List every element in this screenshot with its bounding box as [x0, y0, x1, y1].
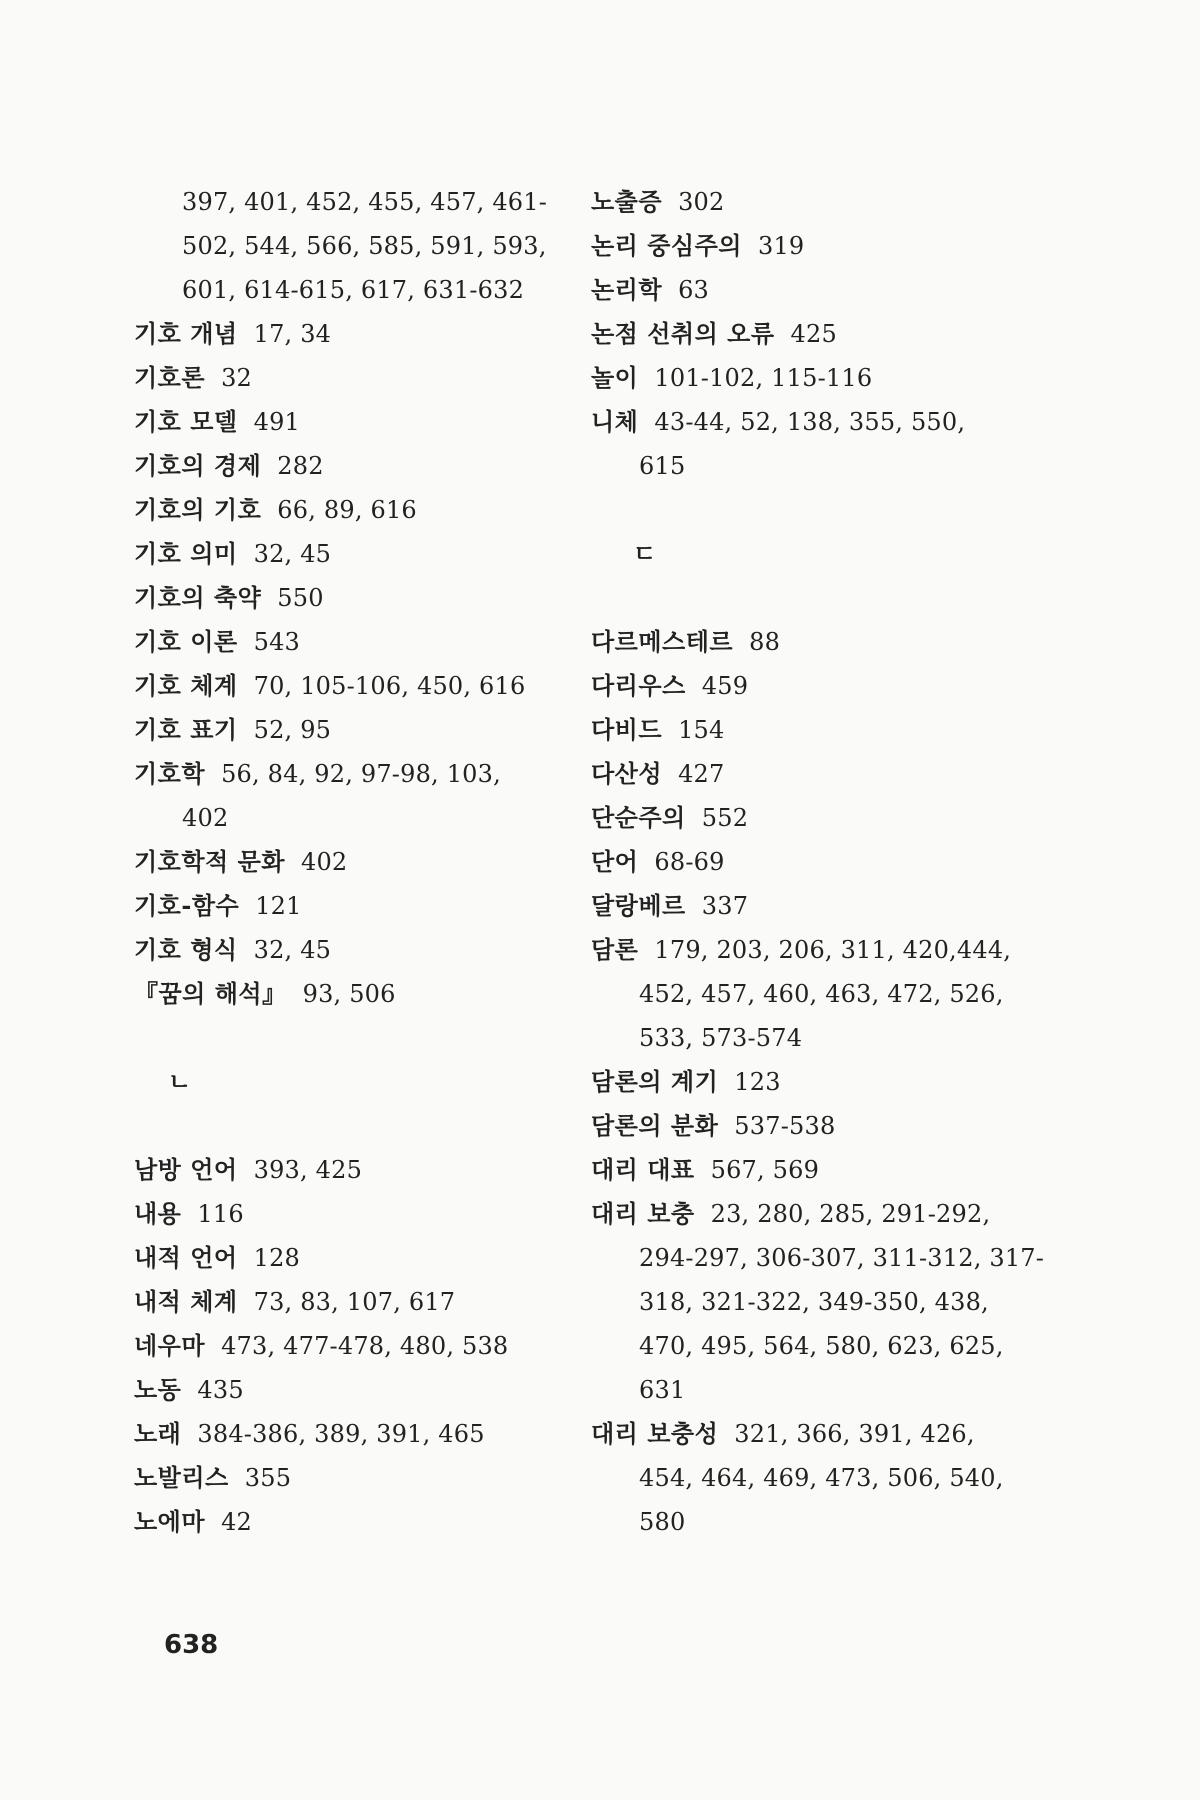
index-entry [134, 1148, 574, 1192]
index-entry [591, 752, 1061, 796]
index-term: 다리우스 [591, 671, 686, 700]
page-references: 402 [182, 804, 229, 832]
index-entry [591, 796, 1061, 840]
index-entry [134, 708, 574, 752]
index-continuation-line [134, 796, 574, 840]
page-references: 43-44, 52, 138, 355, 550, [654, 408, 966, 436]
index-entry [134, 1236, 574, 1280]
index-continuation-line [591, 1280, 1061, 1324]
index-entry [591, 312, 1061, 356]
index-term: 대리 대표 [591, 1155, 695, 1184]
index-term: 담론의 분화 [591, 1111, 719, 1140]
index-entry [591, 620, 1061, 664]
index-entry [134, 620, 574, 664]
index-term: 기호 모델 [134, 407, 238, 436]
index-continuation-line [591, 1456, 1061, 1500]
index-term: 니체 [591, 407, 639, 436]
page-references: 615 [639, 452, 686, 480]
index-continuation-line [134, 268, 574, 312]
index-term: 기호-함수 [134, 891, 240, 920]
index-entry [134, 488, 574, 532]
index-continuation-line [591, 972, 1061, 1016]
index-entry [591, 400, 1061, 444]
spacer [134, 1104, 574, 1148]
index-continuation-line [591, 1368, 1061, 1412]
index-term: 단어 [591, 847, 639, 876]
index-term: 놀이 [591, 363, 639, 392]
index-entry [591, 224, 1061, 268]
index-term: 다비드 [591, 715, 663, 744]
page-references: 454, 464, 469, 473, 506, 540, [639, 1464, 1004, 1492]
index-column-right [591, 180, 1061, 1544]
index-term: 노발리스 [134, 1463, 229, 1492]
index-term: 다산성 [591, 759, 663, 788]
index-term: 네우마 [134, 1331, 206, 1360]
index-term: 기호학적 문화 [134, 847, 285, 876]
index-entry [134, 444, 574, 488]
index-term: 기호 개념 [134, 319, 238, 348]
spacer [134, 1016, 574, 1060]
page-references: 470, 495, 564, 580, 623, 625, [639, 1332, 1004, 1360]
page-references: 459 [701, 672, 749, 700]
index-column-left [134, 180, 574, 1544]
index-entry [134, 356, 574, 400]
index-entry [134, 752, 574, 796]
index-term: 기호 이론 [134, 627, 238, 656]
page-references: 425 [790, 320, 837, 348]
index-term: 기호론 [134, 363, 206, 392]
page-references: 337 [701, 892, 749, 920]
page-references: 491 [253, 408, 301, 436]
page-references: 282 [277, 452, 324, 480]
page-references: 550 [277, 584, 324, 612]
index-entry [134, 576, 574, 620]
index-entry [134, 884, 574, 928]
index-continuation-line [591, 1324, 1061, 1368]
index-entry [134, 400, 574, 444]
index-entry [134, 312, 574, 356]
index-term: 달랑베르 [591, 891, 686, 920]
page-references: 63 [678, 276, 710, 304]
index-entry [591, 1060, 1061, 1104]
index-entry [134, 972, 574, 1016]
index-term: 기호학 [134, 759, 206, 788]
index-entry [591, 268, 1061, 312]
index-continuation-line [591, 444, 1061, 488]
index-term: 논리학 [591, 275, 663, 304]
page-references: 17, 34 [253, 320, 332, 348]
index-entry [591, 356, 1061, 400]
page-references: 567, 569 [710, 1156, 820, 1184]
index-entry [134, 664, 574, 708]
index-term: 내용 [134, 1199, 182, 1228]
page-references: 302 [678, 188, 725, 216]
page-references: 427 [678, 760, 725, 788]
page-references: 543 [253, 628, 301, 656]
page-references: 123 [734, 1068, 781, 1096]
section-heading: ㄴ [168, 1067, 192, 1096]
index-term: 담론 [591, 935, 639, 964]
page-references: 88 [749, 628, 781, 656]
page-references: 319 [757, 232, 805, 260]
page-references: 393, 425 [253, 1156, 363, 1184]
index-entry [591, 708, 1061, 752]
page-references: 580 [639, 1508, 686, 1536]
index-entry [134, 1456, 574, 1500]
index-term: 기호의 기호 [134, 495, 262, 524]
spacer [591, 488, 1061, 532]
index-term: 『꿈의 해석』 [134, 979, 287, 1008]
page-references: 42 [221, 1508, 253, 1536]
page-references: 402 [300, 848, 348, 876]
index-entry [134, 532, 574, 576]
index-entry [134, 1368, 574, 1412]
page-references: 70, 105-106, 450, 616 [253, 672, 526, 700]
index-term: 다르메스테르 [591, 627, 734, 656]
page-references: 537-538 [734, 1112, 836, 1140]
index-term: 기호 표기 [134, 715, 238, 744]
page-references: 121 [255, 892, 302, 920]
page-references: 101-102, 115-116 [654, 364, 873, 392]
index-entry [591, 180, 1061, 224]
index-entry [134, 1412, 574, 1456]
index-term: 대리 보충성 [591, 1419, 719, 1448]
page-references: 452, 457, 460, 463, 472, 526, [639, 980, 1004, 1008]
index-term: 노래 [134, 1419, 182, 1448]
page-references: 601, 614-615, 617, 631-632 [182, 276, 525, 304]
index-term: 단순주의 [591, 803, 686, 832]
page-references: 93, 506 [302, 980, 396, 1008]
index-term: 내적 체계 [134, 1287, 238, 1316]
page-references: 128 [253, 1244, 301, 1272]
index-term: 노출증 [591, 187, 663, 216]
page-references: 384-386, 389, 391, 465 [197, 1420, 485, 1448]
index-term: 노에마 [134, 1507, 206, 1536]
page-references: 68-69 [654, 848, 725, 876]
page-references: 552 [701, 804, 749, 832]
index-term: 기호의 축약 [134, 583, 262, 612]
page-references: 154 [678, 716, 725, 744]
index-entry [134, 840, 574, 884]
section-heading: ㄷ [633, 539, 657, 568]
index-entry [134, 1500, 574, 1544]
page-references: 318, 321-322, 349-350, 438, [639, 1288, 989, 1316]
index-entry [591, 884, 1061, 928]
page-references: 321, 366, 391, 426, [734, 1420, 975, 1448]
page-references: 73, 83, 107, 617 [253, 1288, 456, 1316]
page-number: 638 [164, 1630, 219, 1660]
index-term: 기호 체계 [134, 671, 238, 700]
index-term: 기호 의미 [134, 539, 238, 568]
page-references: 32 [221, 364, 253, 392]
page-references: 473, 477-478, 480, 538 [221, 1332, 509, 1360]
page-references: 294-297, 306-307, 311-312, 317- [639, 1244, 1045, 1272]
page-references: 116 [197, 1200, 244, 1228]
index-term: 담론의 계기 [591, 1067, 719, 1096]
page-references: 435 [197, 1376, 244, 1404]
index-term: 대리 보충 [591, 1199, 695, 1228]
index-continuation-line [134, 224, 574, 268]
page-references: 52, 95 [253, 716, 332, 744]
page-references: 355 [244, 1464, 292, 1492]
index-entry [134, 1192, 574, 1236]
index-entry [591, 1192, 1061, 1236]
page-references: 32, 45 [253, 540, 332, 568]
index-entry [591, 1148, 1061, 1192]
index-continuation-line [591, 1016, 1061, 1060]
index-entry [591, 1104, 1061, 1148]
index-term: 기호의 경제 [134, 451, 262, 480]
page-references: 23, 280, 285, 291-292, [710, 1200, 991, 1228]
index-term: 기호 형식 [134, 935, 238, 964]
page-references: 631 [639, 1376, 686, 1404]
page-references: 32, 45 [253, 936, 332, 964]
index-entry [591, 928, 1061, 972]
page-references: 56, 84, 92, 97-98, 103, [221, 760, 501, 788]
page-references: 502, 544, 566, 585, 591, 593, [182, 232, 547, 260]
index-continuation-line [591, 1236, 1061, 1280]
index-entry [134, 1324, 574, 1368]
spacer [591, 576, 1061, 620]
index-term: 남방 언어 [134, 1155, 238, 1184]
index-entry [591, 840, 1061, 884]
index-term: 논리 중심주의 [591, 231, 742, 260]
index-term: 논점 선취의 오류 [591, 319, 775, 348]
index-continuation-line [134, 180, 574, 224]
index-term: 노동 [134, 1375, 182, 1404]
page-references: 533, 573-574 [639, 1024, 803, 1052]
index-continuation-line [591, 1500, 1061, 1544]
page-references: 397, 401, 452, 455, 457, 461- [182, 188, 548, 216]
page-references: 179, 203, 206, 311, 420,444, [654, 936, 1012, 964]
index-entry [591, 1412, 1061, 1456]
index-entry [134, 928, 574, 972]
index-entry [134, 1280, 574, 1324]
page-references: 66, 89, 616 [277, 496, 417, 524]
index-entry [591, 664, 1061, 708]
index-term: 내적 언어 [134, 1243, 238, 1272]
